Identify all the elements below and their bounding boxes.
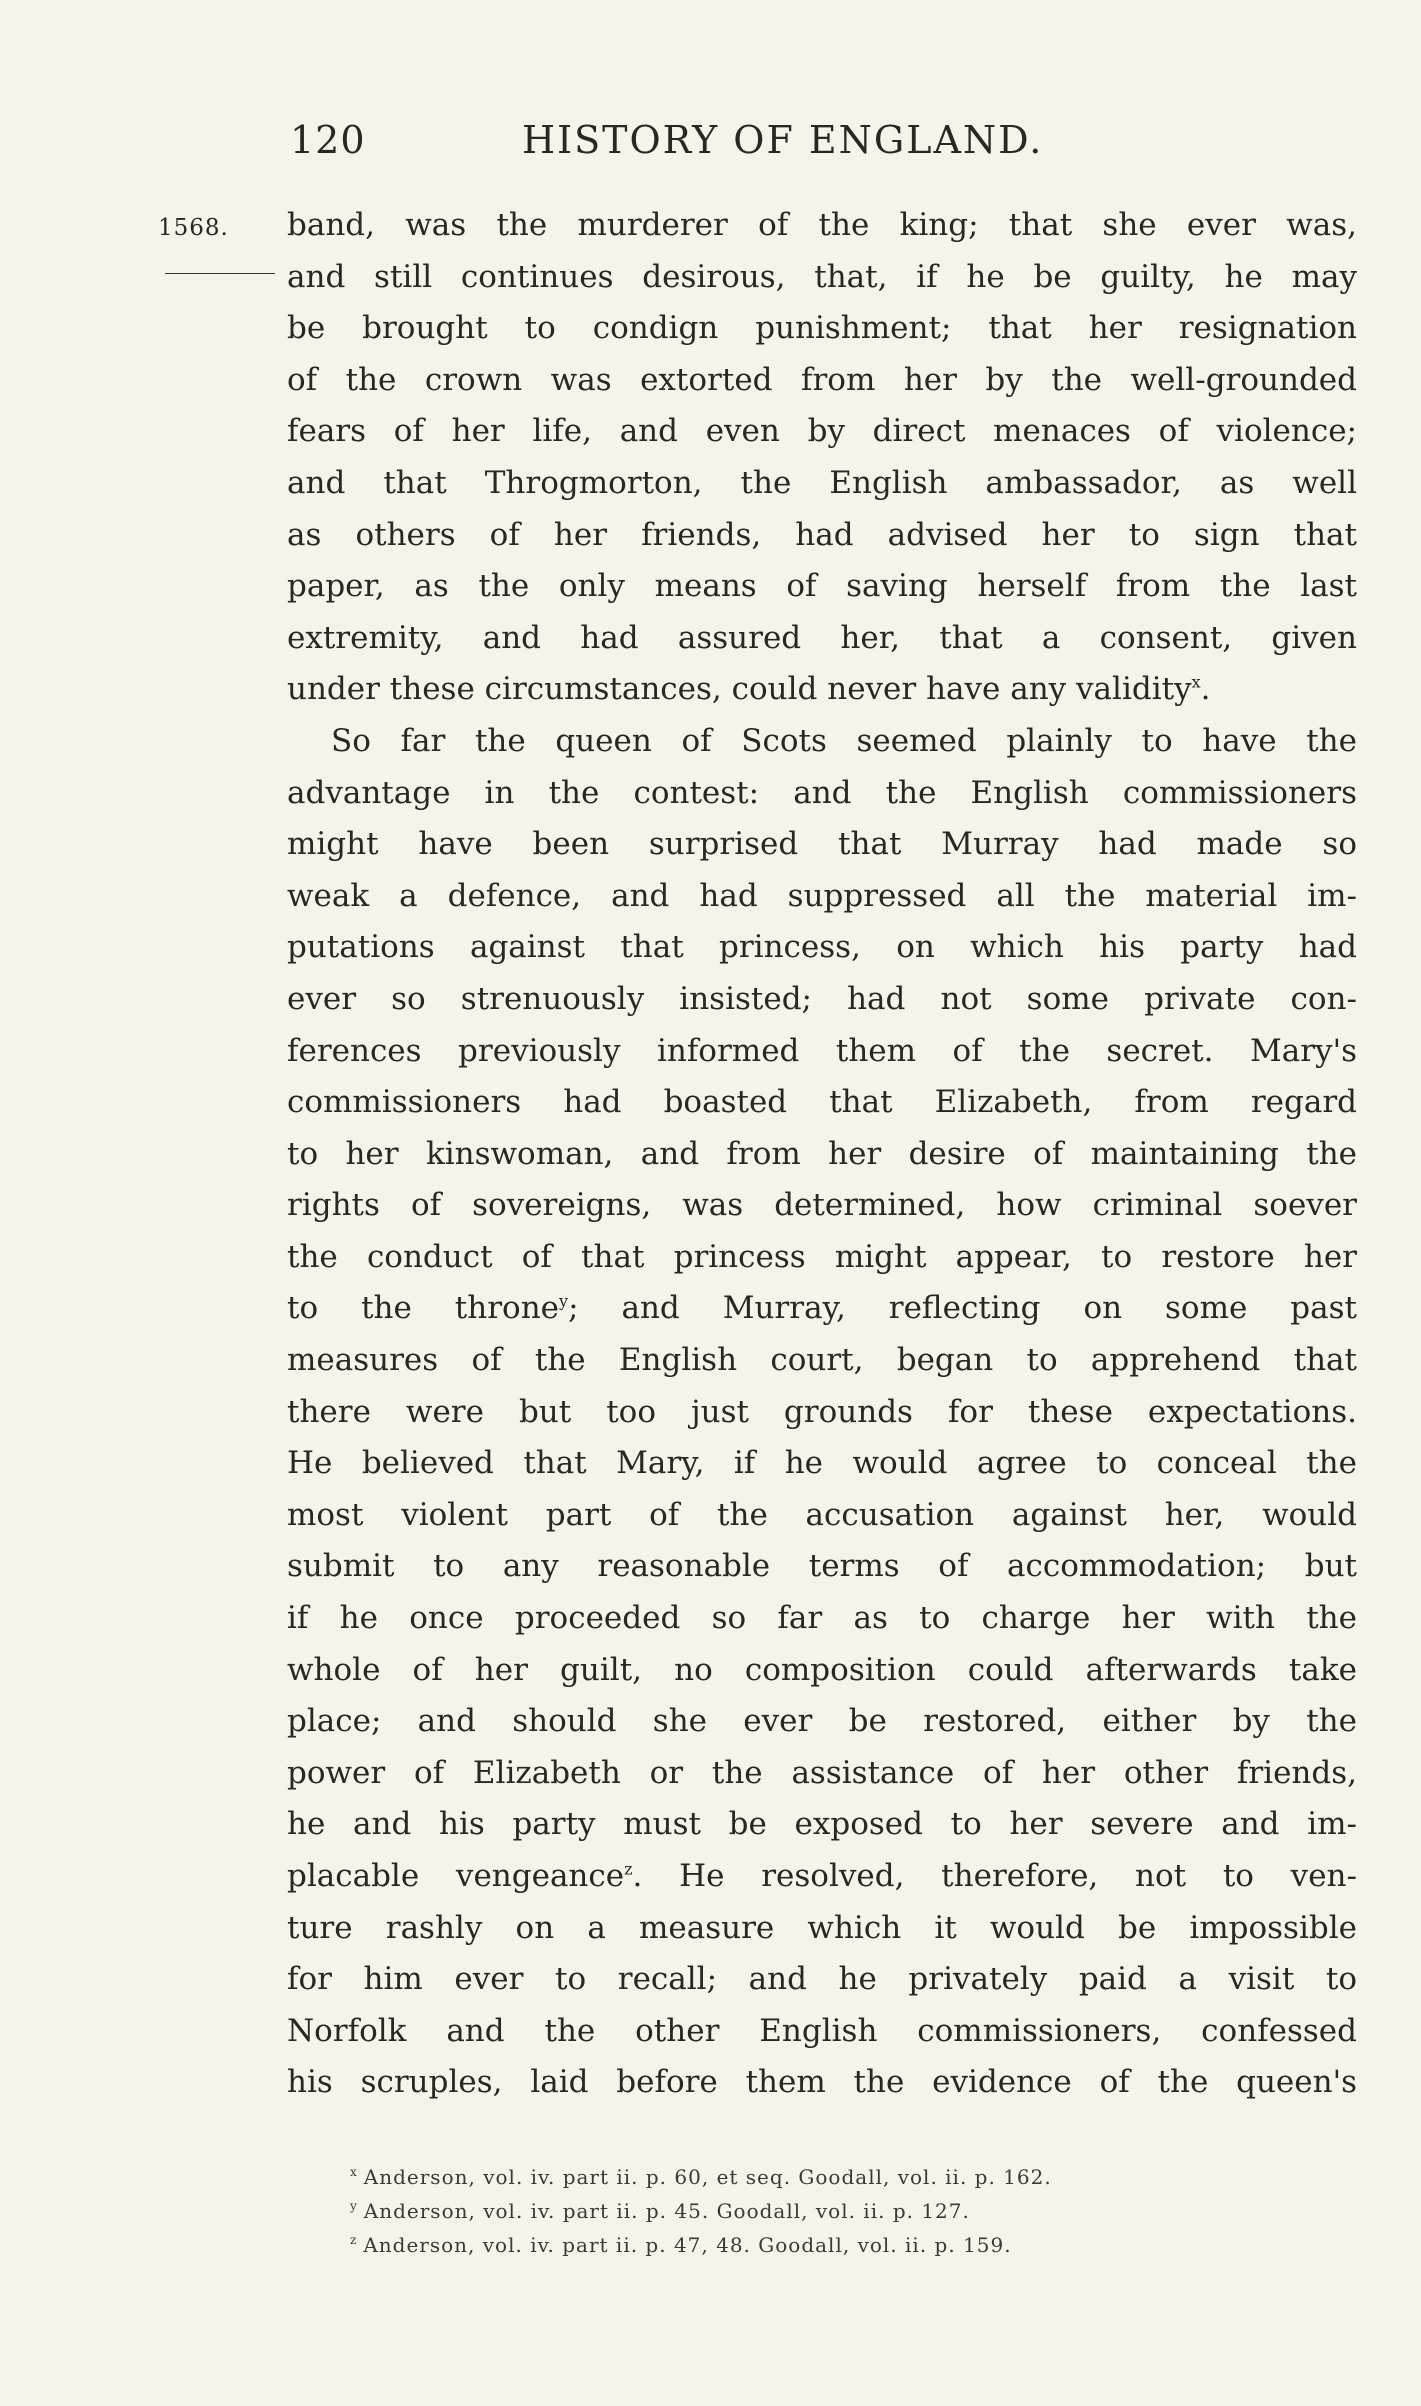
note-ref-y: y bbox=[559, 1292, 569, 1312]
text-line: ture rashly on a measure which it would be impossible bbox=[287, 1909, 1357, 1946]
running-head bbox=[290, 118, 1100, 178]
text-segment: ; and Murray, reflecting on some past bbox=[568, 1290, 1357, 1327]
running-title: HISTORY OF ENGLAND. bbox=[522, 118, 1044, 162]
footnote-text: Anderson, vol. iv. part ii. p. 60, et seq. Goodall, vol. ii. p. 162. bbox=[363, 2165, 1052, 2189]
text-line: be brought to condign punishment; that her resignation bbox=[287, 310, 1357, 347]
text-line: and still continues desirous, that, if he be guilty, he may bbox=[287, 258, 1357, 295]
footnote-mark: x bbox=[350, 2165, 358, 2180]
text-line: submit to any reasonable terms of accommodation; but bbox=[287, 1548, 1357, 1585]
text-line: as others of her friends, had advised her to sign that bbox=[287, 516, 1357, 553]
text-segment: placable vengeance bbox=[287, 1858, 625, 1894]
text-line: power of Elizabeth or the assistance of her other friends, bbox=[287, 1754, 1357, 1791]
text-line: he and his party must be exposed to her severe and im- bbox=[287, 1806, 1357, 1843]
text-line: advantage in the contest: and the English commissioners bbox=[287, 774, 1357, 811]
footnote-z bbox=[350, 2228, 1290, 2262]
text-line: Norfolk and the other English commissioners, confessed bbox=[287, 2012, 1357, 2049]
footnotes bbox=[350, 2160, 1290, 2262]
note-ref-z: z bbox=[624, 1859, 633, 1879]
text-line: paper, as the only means of saving herself from the last bbox=[287, 568, 1357, 605]
footnote-mark: z bbox=[350, 2233, 358, 2248]
footnote-mark: y bbox=[350, 2199, 358, 2214]
text-line: band, was the murderer of the king; that she ever was, bbox=[287, 207, 1357, 243]
margin-rule bbox=[165, 273, 275, 274]
text-line: place; and should she ever be restored, either by the bbox=[287, 1703, 1357, 1740]
text-line bbox=[287, 664, 1357, 716]
text-line: his scruples, laid before them the evidence of the queen's bbox=[287, 2064, 1357, 2101]
text-segment: . bbox=[1200, 671, 1211, 708]
note-ref-x: x bbox=[1191, 673, 1201, 693]
text-line: He believed that Mary, if he would agree to conceal the bbox=[287, 1445, 1357, 1482]
text-line: to her kinswoman, and from her desire of maintaining the bbox=[287, 1135, 1357, 1172]
text-line: and that Throgmorton, the English ambassador, as well bbox=[287, 464, 1357, 501]
page-number: 120 bbox=[290, 118, 366, 162]
text-line: for him ever to recall; and he privately paid a visit to bbox=[287, 1961, 1357, 1998]
text-segment: under these circumstances, could never have any validity bbox=[287, 671, 1192, 708]
text-line: whole of her guilt, no composition could afterwards take bbox=[287, 1651, 1357, 1688]
text-line: putations against that princess, on which his party had bbox=[287, 929, 1357, 966]
text-line: measures of the English court, began to apprehend that bbox=[287, 1342, 1357, 1379]
text-line: rights of sovereigns, was determined, how criminal soever bbox=[287, 1187, 1357, 1224]
text-segment: to the throne bbox=[287, 1290, 560, 1327]
text-segment: . He resolved, therefore, not to ven- bbox=[632, 1858, 1357, 1894]
text-line bbox=[287, 1283, 1357, 1335]
text-line bbox=[287, 1851, 1357, 1903]
text-line: if he once proceeded so far as to charge her with the bbox=[287, 1600, 1357, 1637]
footnote-x bbox=[350, 2160, 1290, 2194]
margin-year: 1568. bbox=[158, 215, 229, 241]
text-line: ferences previously informed them of the secret. Mary's bbox=[287, 1032, 1357, 1069]
footnote-y bbox=[350, 2194, 1290, 2228]
footnote-text: Anderson, vol. iv. part ii. p. 47, 48. Goodall, vol. ii. p. 159. bbox=[363, 2233, 1012, 2257]
text-line: most violent part of the accusation against her, would bbox=[287, 1496, 1357, 1533]
body-text bbox=[287, 200, 1357, 2109]
text-line: commissioners had boasted that Elizabeth, from regard bbox=[287, 1084, 1357, 1121]
text-line: might have been surprised that Murray had made so bbox=[287, 826, 1357, 863]
text-line: weak a defence, and had suppressed all the material im- bbox=[287, 877, 1357, 914]
text-line: So far the queen of Scots seemed plainly to have the bbox=[331, 722, 1357, 759]
text-line: fears of her life, and even by direct menaces of violence; bbox=[287, 413, 1357, 450]
text-line: extremity, and had assured her, that a consent, given bbox=[287, 619, 1357, 656]
text-line: ever so strenuously insisted; had not some private con- bbox=[287, 980, 1357, 1017]
text-line: of the crown was extorted from her by the well-grounded bbox=[287, 361, 1357, 398]
text-line: there were but too just grounds for these expectations. bbox=[287, 1393, 1357, 1430]
footnote-text: Anderson, vol. iv. part ii. p. 45. Goodall, vol. ii. p. 127. bbox=[363, 2199, 970, 2223]
text-line: the conduct of that princess might appear, to restore her bbox=[287, 1238, 1357, 1275]
